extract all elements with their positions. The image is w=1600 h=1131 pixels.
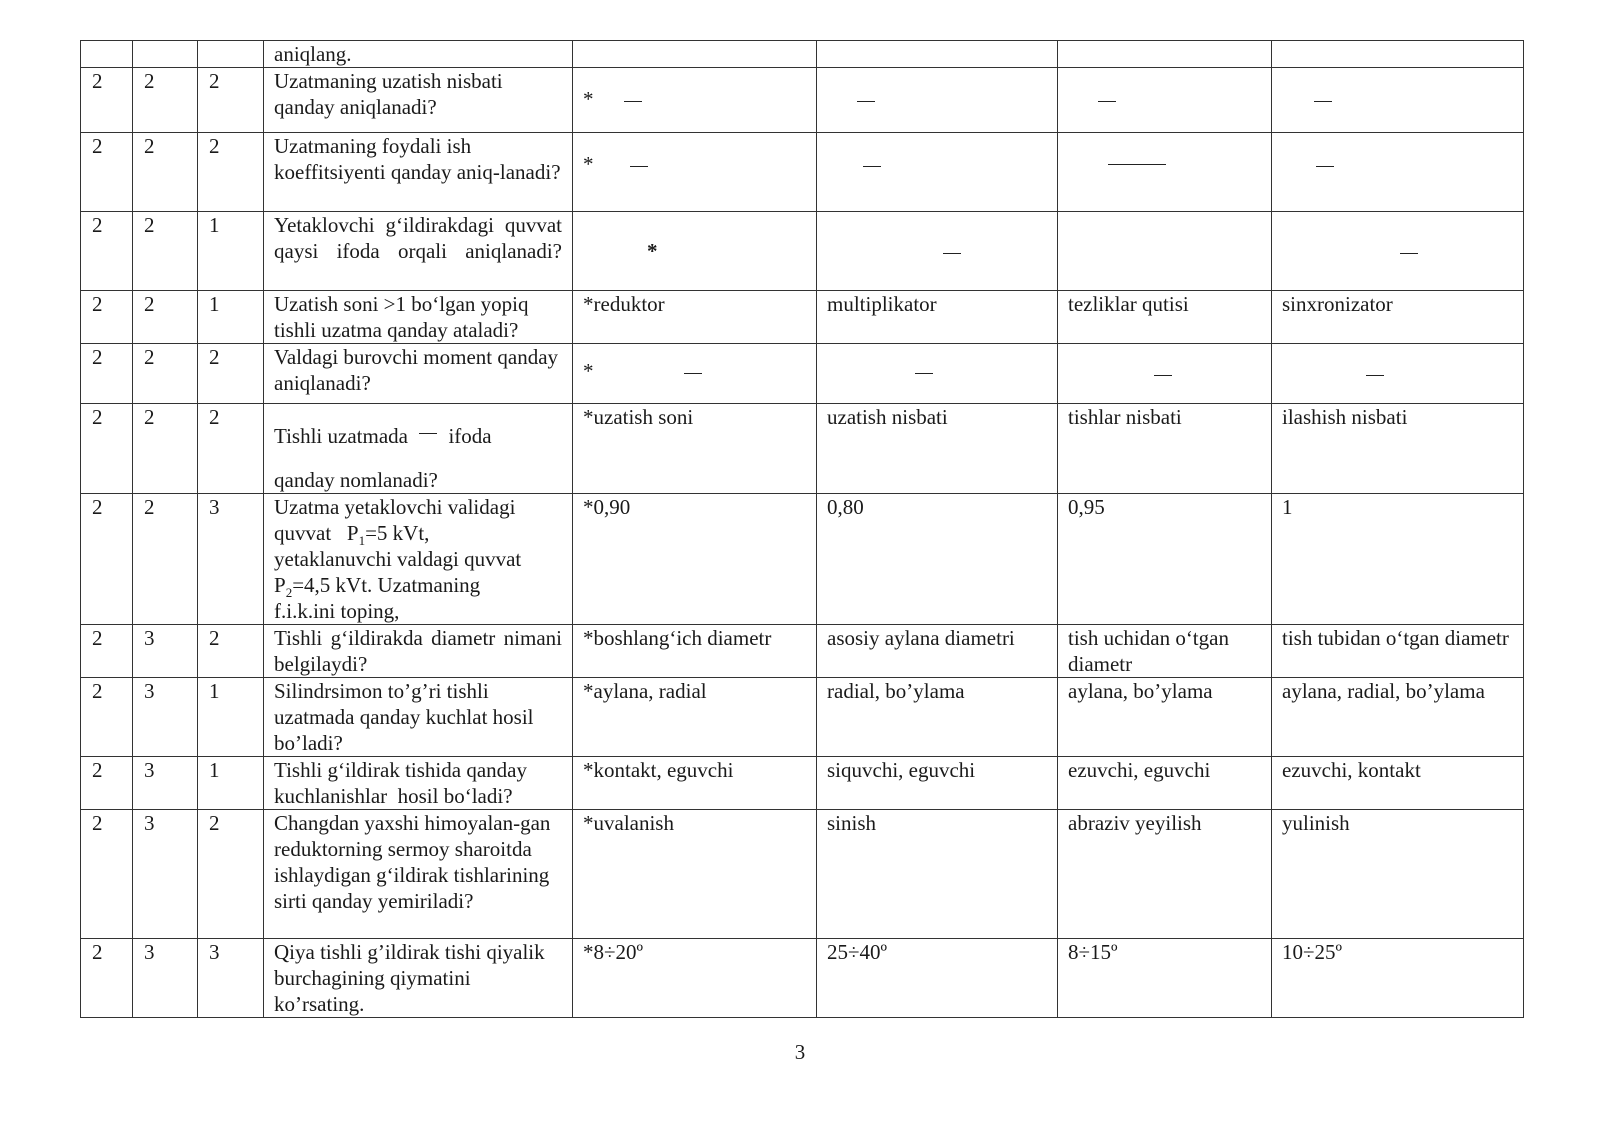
questions-table bbox=[80, 40, 1524, 1018]
question-cell: Yetaklovchi g‘ildirakdagi quvvat qaysi ifoda orqali aniqlanadi? bbox=[264, 212, 573, 291]
topic-cell: 2 bbox=[133, 494, 198, 625]
level-cell: 2 bbox=[81, 494, 133, 625]
answer-d: ezuvchi, kontakt bbox=[1272, 757, 1524, 810]
formula-fraction-bar bbox=[1154, 375, 1172, 376]
formula-fraction-bar bbox=[857, 101, 875, 102]
answer-d bbox=[1272, 133, 1524, 212]
formula-fraction-bar bbox=[419, 433, 437, 434]
difficulty-cell: 2 bbox=[198, 68, 264, 133]
level-cell: 2 bbox=[81, 291, 133, 344]
difficulty-cell: 2 bbox=[198, 404, 264, 494]
answer-d bbox=[1272, 68, 1524, 133]
table-row bbox=[81, 625, 1524, 678]
table-row bbox=[81, 939, 1524, 1018]
answer-b bbox=[817, 133, 1058, 212]
topic-cell: 2 bbox=[133, 344, 198, 404]
level-cell: 2 bbox=[81, 757, 133, 810]
answer-correct: *boshlang‘ich diametr bbox=[573, 625, 817, 678]
answer-correct: *aylana, radial bbox=[573, 678, 817, 757]
question-fragment: =5 kVt, bbox=[365, 521, 430, 545]
table-row bbox=[81, 68, 1524, 133]
difficulty-cell: 1 bbox=[198, 678, 264, 757]
question-line: yetaklanuvchi valdagi quvvat bbox=[274, 547, 522, 571]
subscript: 2 bbox=[285, 585, 293, 601]
topic-cell: 3 bbox=[133, 939, 198, 1018]
answer-c bbox=[1058, 133, 1272, 212]
table-row bbox=[81, 133, 1524, 212]
question-cell: Uzatish soni >1 bo‘lgan yopiq tishli uzatma qanday ataladi? bbox=[264, 291, 573, 344]
difficulty-cell: 3 bbox=[198, 494, 264, 625]
answer-correct: *0,90 bbox=[573, 494, 817, 625]
correct-marker: * bbox=[647, 239, 658, 263]
answer-b: radial, bo’ylama bbox=[817, 678, 1058, 757]
answer-c: abraziv yeyilish bbox=[1058, 810, 1272, 939]
topic-cell: 2 bbox=[133, 212, 198, 291]
difficulty-cell: 2 bbox=[198, 344, 264, 404]
topic-cell: 2 bbox=[133, 68, 198, 133]
formula-fraction-bar bbox=[943, 253, 961, 254]
question-cell: Qiya tishli g’ildirak tishi qiyalik burchagining qiymatini ko’rsating. bbox=[264, 939, 573, 1018]
answer-correct: *8÷20º bbox=[573, 939, 817, 1018]
answer-c: aylana, bo’ylama bbox=[1058, 678, 1272, 757]
level-cell: 2 bbox=[81, 678, 133, 757]
question-cell: Uzatmaning uzatish nisbati qanday aniqlanadi? bbox=[264, 68, 573, 133]
question-cell bbox=[264, 404, 573, 494]
question-fragment: P bbox=[274, 573, 286, 597]
page-number: 3 bbox=[794, 1040, 806, 1064]
subscript: 1 bbox=[358, 533, 366, 549]
question-cell: Changdan yaxshi himoyalan-gan reduktorning sermoy sharoitda ishlaydigan g‘ildirak tishlarining sirti qanday yemiriladi? bbox=[264, 810, 573, 939]
difficulty-cell: 1 bbox=[198, 291, 264, 344]
answer-c bbox=[1058, 41, 1272, 68]
formula-fraction-bar bbox=[1400, 253, 1418, 254]
answer-d bbox=[1272, 344, 1524, 404]
answer-correct bbox=[573, 41, 817, 68]
formula-fraction-bar bbox=[1098, 101, 1116, 102]
difficulty-cell: 1 bbox=[198, 757, 264, 810]
answer-correct bbox=[573, 212, 817, 291]
formula-fraction-bar bbox=[1316, 166, 1334, 167]
table-row bbox=[81, 344, 1524, 404]
formula-fraction-bar bbox=[624, 101, 642, 102]
answer-d: 10÷25º bbox=[1272, 939, 1524, 1018]
topic-cell: 3 bbox=[133, 810, 198, 939]
answer-d: sinxronizator bbox=[1272, 291, 1524, 344]
question-cell: aniqlang. bbox=[264, 41, 573, 68]
answer-correct bbox=[573, 68, 817, 133]
answer-d: yulinish bbox=[1272, 810, 1524, 939]
level-cell bbox=[81, 41, 133, 68]
answer-b: siquvchi, eguvchi bbox=[817, 757, 1058, 810]
level-cell: 2 bbox=[81, 212, 133, 291]
formula-fraction-bar bbox=[684, 373, 702, 374]
level-cell: 2 bbox=[81, 404, 133, 494]
answer-b bbox=[817, 41, 1058, 68]
answer-d: ilashish nisbati bbox=[1272, 404, 1524, 494]
question-fragment: quvvat P bbox=[274, 521, 359, 545]
answer-correct: *kontakt, eguvchi bbox=[573, 757, 817, 810]
answer-d bbox=[1272, 41, 1524, 68]
answer-b bbox=[817, 344, 1058, 404]
answer-c bbox=[1058, 344, 1272, 404]
question-cell: Tishli g‘ildirak tishida qanday kuchlanishlar hosil bo‘ladi? bbox=[264, 757, 573, 810]
answer-correct: *uvalanish bbox=[573, 810, 817, 939]
topic-cell: 2 bbox=[133, 404, 198, 494]
formula-fraction-bar bbox=[1366, 375, 1384, 376]
answer-d: tish tubidan o‘tgan diametr bbox=[1272, 625, 1524, 678]
difficulty-cell: 3 bbox=[198, 939, 264, 1018]
formula-fraction-bar bbox=[1314, 101, 1332, 102]
question-text-end: qanday nomlanadi? bbox=[274, 468, 438, 492]
question-cell: Silindrsimon to’g’ri tishli uzatmada qanday kuchlat hosil bo’ladi? bbox=[264, 678, 573, 757]
level-cell: 2 bbox=[81, 625, 133, 678]
answer-c: 8÷15º bbox=[1058, 939, 1272, 1018]
formula-fraction-bar bbox=[630, 166, 648, 167]
level-cell: 2 bbox=[81, 68, 133, 133]
topic-cell: 3 bbox=[133, 678, 198, 757]
topic-cell: 2 bbox=[133, 133, 198, 212]
topic-cell: 3 bbox=[133, 757, 198, 810]
answer-b: 25÷40º bbox=[817, 939, 1058, 1018]
question-cell bbox=[264, 494, 573, 625]
question-text-mid: ifoda bbox=[448, 424, 492, 448]
table-row bbox=[81, 212, 1524, 291]
answer-d: 1 bbox=[1272, 494, 1524, 625]
formula-fraction-bar bbox=[915, 373, 933, 374]
difficulty-cell: 1 bbox=[198, 212, 264, 291]
answer-b: asosiy aylana diametri bbox=[817, 625, 1058, 678]
question-text-start: Tishli uzatmada bbox=[274, 424, 408, 448]
question-cell: Uzatmaning foydali ish koeffitsiyenti qanday aniq-lanadi? bbox=[264, 133, 573, 212]
table-row bbox=[81, 291, 1524, 344]
answer-b bbox=[817, 68, 1058, 133]
topic-cell: 2 bbox=[133, 291, 198, 344]
answer-b: multiplikator bbox=[817, 291, 1058, 344]
answer-b: uzatish nisbati bbox=[817, 404, 1058, 494]
correct-marker: * bbox=[583, 87, 594, 111]
answer-c: tish uchidan o‘tgan diametr bbox=[1058, 625, 1272, 678]
correct-marker: * bbox=[583, 359, 594, 383]
answer-c: ezuvchi, eguvchi bbox=[1058, 757, 1272, 810]
answer-c: tishlar nisbati bbox=[1058, 404, 1272, 494]
topic-cell: 3 bbox=[133, 625, 198, 678]
answer-b bbox=[817, 212, 1058, 291]
correct-marker: * bbox=[583, 152, 594, 176]
table-row bbox=[81, 757, 1524, 810]
answer-d: aylana, radial, bo’ylama bbox=[1272, 678, 1524, 757]
question-fragment: =4,5 kVt. Uzatmaning bbox=[292, 573, 481, 597]
question-line bbox=[274, 572, 562, 601]
table-row bbox=[81, 494, 1524, 625]
answer-b: 0,80 bbox=[817, 494, 1058, 625]
formula-fraction-bar bbox=[1108, 164, 1166, 165]
table-row bbox=[81, 41, 1524, 68]
formula-fraction-bar bbox=[863, 166, 881, 167]
answer-correct: *uzatish soni bbox=[573, 404, 817, 494]
answer-correct bbox=[573, 133, 817, 212]
difficulty-cell: 2 bbox=[198, 810, 264, 939]
answer-c: 0,95 bbox=[1058, 494, 1272, 625]
difficulty-cell: 2 bbox=[198, 625, 264, 678]
answer-b: sinish bbox=[817, 810, 1058, 939]
difficulty-cell bbox=[198, 41, 264, 68]
question-line bbox=[274, 520, 562, 549]
difficulty-cell: 2 bbox=[198, 133, 264, 212]
answer-c bbox=[1058, 68, 1272, 133]
question-line: Uzatma yetaklovchi validagi bbox=[274, 495, 516, 519]
question-cell: Tishli g‘ildirakda diametr nimani belgilaydi? bbox=[264, 625, 573, 678]
question-line: f.i.k.ini toping, bbox=[274, 599, 400, 623]
answer-c bbox=[1058, 212, 1272, 291]
level-cell: 2 bbox=[81, 133, 133, 212]
level-cell: 2 bbox=[81, 344, 133, 404]
answer-correct: *reduktor bbox=[573, 291, 817, 344]
answer-c: tezliklar qutisi bbox=[1058, 291, 1272, 344]
table-row bbox=[81, 404, 1524, 494]
topic-cell bbox=[133, 41, 198, 68]
level-cell: 2 bbox=[81, 810, 133, 939]
table-row bbox=[81, 678, 1524, 757]
table-row bbox=[81, 810, 1524, 939]
level-cell: 2 bbox=[81, 939, 133, 1018]
question-cell: Valdagi burovchi moment qanday aniqlanadi? bbox=[264, 344, 573, 404]
answer-d bbox=[1272, 212, 1524, 291]
answer-correct bbox=[573, 344, 817, 404]
